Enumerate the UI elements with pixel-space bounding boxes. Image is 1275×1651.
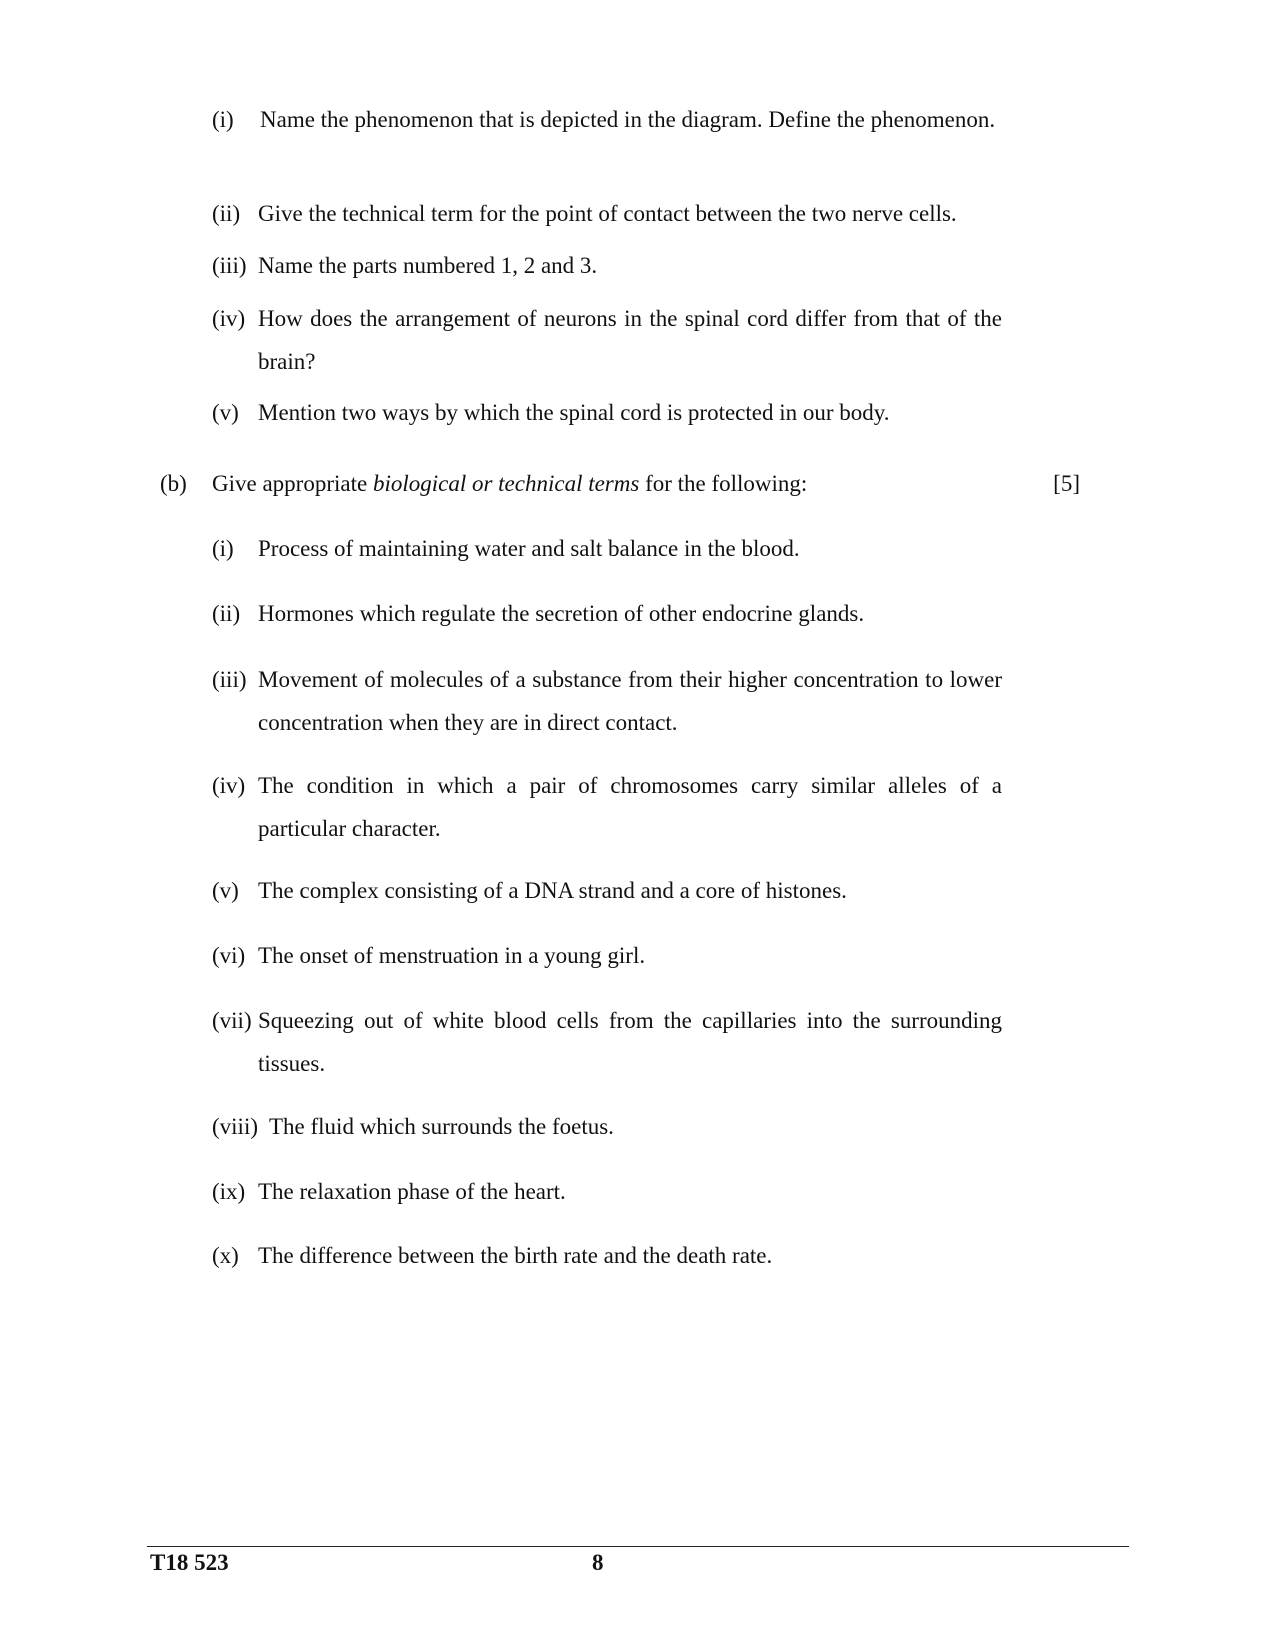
question-text: Movement of molecules of a substance from their higher concentration to lower concentration when they are in direct contact. [258,667,1002,735]
question-number: (ix) [212,1179,246,1204]
question-number: (i) [212,107,234,132]
question-b-x [212,1234,1002,1277]
page-number: 8 [592,1550,604,1575]
marks-label: [5] [1053,471,1080,496]
question-text: Name the parts numbered 1, 2 and 3. [258,253,598,278]
question-text: Mention two ways by which the spinal cord is protected in our body. [258,400,890,425]
question-a-iv [212,297,1002,383]
question-number: (iv) [212,773,246,798]
question-text: The onset of menstruation in a young girl. [258,943,646,968]
question-b-instruction [212,462,807,505]
question-b-vi [212,934,1002,977]
question-b-ii [212,592,1002,635]
question-b-label: (b) [160,471,187,496]
question-text: Squeezing out of white blood cells from the capillaries into the surrounding tissues. [258,1008,1002,1076]
question-b-iv [212,764,1002,850]
question-number: (vi) [212,943,246,968]
question-number: (x) [212,1243,239,1268]
question-number: (ii) [212,601,241,626]
question-text: How does the arrangement of neurons in the spinal cord differ from that of the brain? [258,306,1002,374]
question-text: Give the technical term for the point of contact between the two nerve cells. [258,201,957,226]
question-number: (iii) [212,667,247,692]
question-b-vii [212,999,1002,1085]
question-text: Process of maintaining water and salt balance in the blood. [258,536,800,561]
question-a-v [212,391,1002,434]
question-b-iii [212,658,1002,744]
question-number: (ii) [212,201,241,226]
stem-italic-text: biological or technical terms [372,471,640,496]
question-number: (iv) [212,306,246,331]
question-b-v [212,869,1002,912]
question-text: The fluid which surrounds the foetus. [269,1114,614,1139]
question-text: The relaxation phase of the heart. [258,1179,566,1204]
question-b-ix [212,1170,1002,1213]
question-text: The difference between the birth rate and the death rate. [258,1243,773,1268]
question-a-i [212,98,1002,141]
question-b-i [212,527,1002,570]
question-number: (iii) [212,253,247,278]
question-text: Name the phenomenon that is depicted in the diagram. Define the phenomenon. [260,107,996,132]
paper-code: T18 523 [150,1550,229,1575]
question-number: (v) [212,878,239,903]
question-number: (vii) [212,1008,252,1033]
question-a-iii [212,244,1002,287]
question-text: The complex consisting of a DNA strand and a core of histones. [258,878,847,903]
question-number: (v) [212,400,239,425]
question-a-ii [212,192,1002,235]
question-number: (i) [212,536,234,561]
stem-text: for the following: [639,471,808,496]
footer-divider [147,1546,1129,1547]
question-number: (viii) [212,1114,258,1139]
stem-text: Give appropriate [212,471,373,496]
question-text: The condition in which a pair of chromosomes carry similar alleles of a particular character. [258,773,1002,841]
question-b-viii [212,1105,1002,1148]
question-text: Hormones which regulate the secretion of other endocrine glands. [258,601,865,626]
